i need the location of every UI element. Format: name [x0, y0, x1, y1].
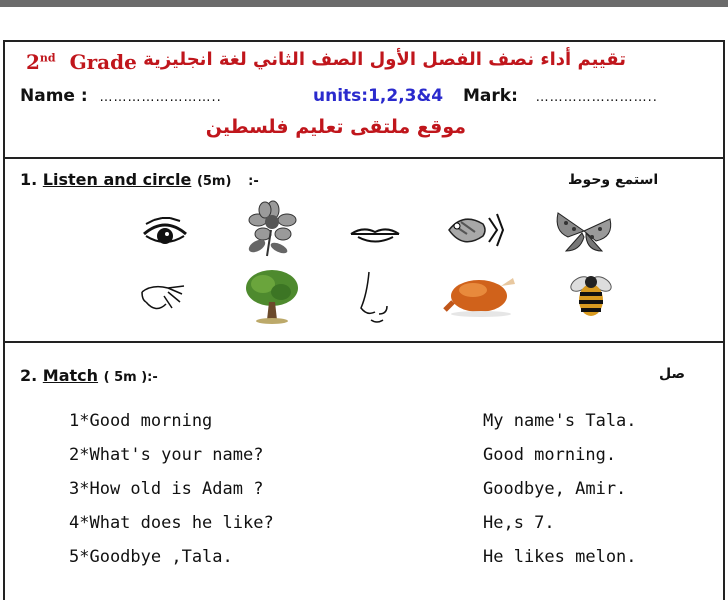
- match-right-item: My name's Tala.: [483, 411, 637, 431]
- match-left-item: 5*Goodbye ,Tala.: [69, 547, 233, 567]
- match-right-item: He,s 7.: [483, 513, 555, 533]
- q2-instruction-arabic: صل: [659, 366, 686, 382]
- q1-instruction-arabic: استمع وحوط: [568, 172, 659, 188]
- eye-icon: [140, 212, 190, 252]
- flower-icon: [243, 200, 298, 258]
- grade-label: 2nd Grade: [26, 50, 137, 74]
- match-right-item: He likes melon.: [483, 547, 637, 567]
- lips-icon: [348, 222, 403, 248]
- q2-title: 2. Match ( 5m ):-: [20, 366, 158, 385]
- site-name-arabic: موقع ملتقى تعليم فلسطين: [205, 116, 466, 138]
- top-gray-bar: [0, 0, 728, 7]
- tree-icon: [243, 266, 301, 324]
- butterfly-icon: [552, 207, 618, 257]
- hand-icon: [138, 274, 188, 318]
- name-field: Name : ……………………..: [20, 86, 222, 106]
- match-left-item: 2*What's your name?: [69, 445, 264, 465]
- roast-chicken-icon: [443, 272, 517, 318]
- match-right-item: Goodbye, Amir.: [483, 479, 627, 499]
- match-right-item: Good morning.: [483, 445, 617, 465]
- match-left-item: 3*How old is Adam ?: [69, 479, 264, 499]
- section-divider: [3, 341, 725, 343]
- units-label: units:1,2,3&4: [313, 86, 444, 106]
- mark-field: Mark: ……………………..: [463, 86, 658, 106]
- nose-icon: [357, 268, 393, 326]
- match-left-item: 1*Good morning: [69, 411, 213, 431]
- exam-title-arabic: تقييم أداء نصف الفصل الأول الصف الثاني لغة انجليزية: [143, 49, 626, 70]
- bee-icon: [566, 266, 616, 322]
- fish-icon: [445, 208, 507, 254]
- q1-title: 1. Listen and circle (5m) :-: [20, 170, 259, 189]
- header-divider: [3, 157, 725, 159]
- match-left-item: 4*What does he like?: [69, 513, 274, 533]
